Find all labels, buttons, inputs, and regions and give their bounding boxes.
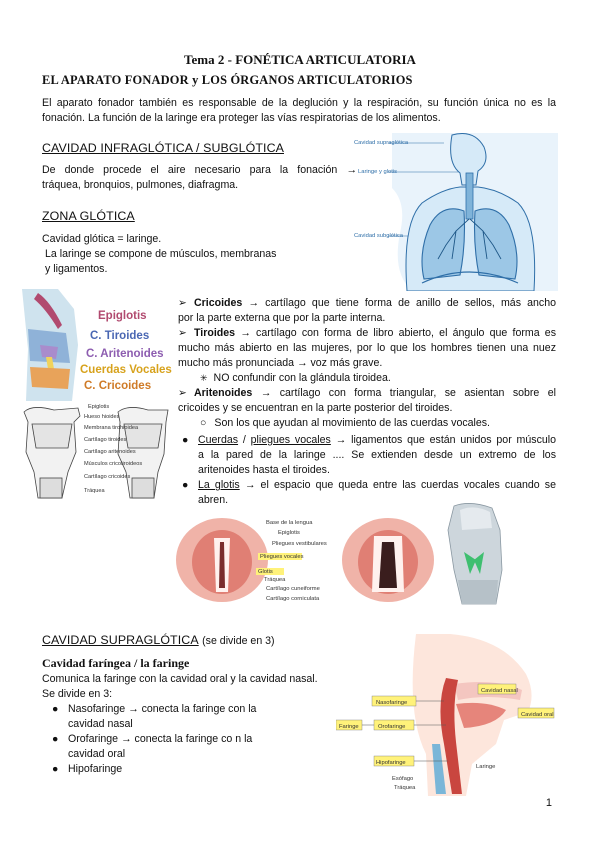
figure-label: Laringe y glotis xyxy=(358,169,397,175)
text-line: Se divide en 3: xyxy=(42,688,113,700)
figure-label: Epiglotis xyxy=(278,530,300,536)
larynx-3d-figure xyxy=(440,500,516,610)
page-title: Tema 2 - FONÉTICA ARTICULATORIA xyxy=(184,52,416,67)
figure-label: Nasofaringe xyxy=(376,700,408,706)
definition: → el espacio que queda entre las cuerdas vocales cuando se xyxy=(239,479,556,491)
figure-label: Cartílago corniculata xyxy=(266,596,320,602)
text-line: cavidad oral xyxy=(68,748,126,760)
definition: → cartílago que tiene forma de anillo de sellos, más ancho xyxy=(242,297,556,309)
definition: → cartílago con forma de libro abierto, el ángulo que forma es xyxy=(235,327,556,339)
list-item: ➢ Aritenoides → cartílago con forma triangular, se asientan sobre el xyxy=(178,387,556,399)
text-line: abren. xyxy=(198,494,229,506)
figure-label: Esófago xyxy=(392,776,414,782)
figure-label: Cartílago aritenoides xyxy=(84,449,136,455)
larynx-anatomy-drawing xyxy=(18,402,174,508)
figure-label: Base de la lengua xyxy=(266,520,313,526)
item-text: Hipofaringe xyxy=(68,763,123,775)
vocal-folds-list xyxy=(182,433,556,508)
text-line: Cavidad glótica = laringe. xyxy=(42,233,162,245)
glotica-text xyxy=(42,232,302,277)
figure-label: Laringe xyxy=(476,764,496,770)
supraglotica-heading-row xyxy=(42,633,275,647)
figure-label: Faringe xyxy=(339,724,359,730)
respiratory-system-figure xyxy=(352,133,558,291)
definition: → cartílago con forma triangular, se asientan sobre el xyxy=(252,387,556,399)
figure-label: Glotis xyxy=(258,569,273,575)
list-item: ● Cuerdas / pliegues vocales → ligamentos que están unidos por músculo xyxy=(182,434,557,446)
list-item: ● La glotis → el espacio que queda entre las cuerdas vocales cuando se xyxy=(182,479,556,491)
item-text: Nasofaringe → conecta la faringe con la xyxy=(68,703,257,715)
figure-label: C. Cricoides xyxy=(84,380,152,392)
figure-label: Cavidad supraglótica xyxy=(354,140,409,146)
term: Cuerdas xyxy=(198,434,239,446)
intro-paragraph xyxy=(42,96,556,126)
list-item: ● Orofaringe → conecta la faringe co n la xyxy=(52,733,253,745)
text-line: a la pared de la laringe .... Se extienden desde un extremo de los xyxy=(198,449,556,461)
figure-label: Tráquea xyxy=(264,577,286,583)
text-line: cricoides y se encuentran en la parte posterior del tiroides. xyxy=(178,402,453,414)
term: La glotis xyxy=(198,479,240,491)
text-line: mucho más abierto en las mujeres, por lo que los hombres tienen una nuez xyxy=(178,342,556,354)
figure-label: Orofaringe xyxy=(378,724,406,730)
figure-label: Cartílago tiroides xyxy=(84,437,127,443)
figure-label: Epiglotis xyxy=(98,310,147,322)
note-text: NO confundir con la glándula tiroidea. xyxy=(213,372,391,384)
figure-label: Tráquea xyxy=(84,488,105,494)
figure-label: Pliegues vocales xyxy=(260,554,304,560)
section-heading: EL APARATO FONADOR y LOS ÓRGANOS ARTICULATORIOS xyxy=(42,73,413,87)
figure-label: Tráquea xyxy=(394,785,416,791)
faringe-text xyxy=(42,672,342,702)
figure-label: Membrana tirohioidea xyxy=(84,425,139,431)
list-item: ● Nasofaringe → conecta la faringe con la xyxy=(52,703,257,715)
separator: / xyxy=(238,434,251,446)
list-note: ✳ NO confundir con la glándula tiroidea. xyxy=(200,372,391,384)
figure-label: Cavidad oral xyxy=(521,712,554,718)
larynx-cartilages-figure xyxy=(18,289,173,401)
text-line: por la parte externa que por la parte interna. xyxy=(178,312,386,324)
text-line: cavidad nasal xyxy=(68,718,133,730)
text-line: y ligamentos. xyxy=(45,263,108,275)
supraglotica-heading: CAVIDAD SUPRAGLÓTICA xyxy=(42,633,199,647)
list-item: ➢ Cricoides → cartílago que tiene forma de anillo de sellos, más ancho xyxy=(178,297,556,309)
figure-label: C. Tiroides xyxy=(90,330,150,342)
figure-label: Músculos cricotiroideos xyxy=(84,461,143,467)
figure-label: Cartílago cuneiforme xyxy=(266,586,320,592)
faringe-list xyxy=(52,702,292,777)
cartilages-list xyxy=(178,296,556,431)
text-line: La laringe se compone de músculos, membranas xyxy=(45,248,277,260)
page-number: 1 xyxy=(545,797,552,809)
figure-label: Hipofaringe xyxy=(376,760,406,766)
list-item: ● Hipofaringe xyxy=(52,763,123,775)
term: pliegues vocales xyxy=(250,434,331,446)
infraglotica-heading: CAVIDAD INFRAGLÓTICA / SUBGLÓTICA xyxy=(42,141,284,155)
heading-note: (se divide en 3) xyxy=(202,635,275,647)
figure-label: Hueso hioides xyxy=(84,414,120,420)
note-text: Son los que ayudan al movimiento de las cuerdas vocales. xyxy=(214,417,491,429)
figure-label: Cavidad subglótica xyxy=(354,233,403,239)
list-item: ➢ Tiroides → cartílago con forma de libro abierto, el ángulo que forma es xyxy=(178,327,556,339)
figure-label: Pliegues vestibulares xyxy=(272,541,327,547)
item-text: Orofaringe → conecta la faringe co n la xyxy=(68,733,253,745)
term: Cricoides xyxy=(194,297,243,309)
glottis-figure xyxy=(176,514,434,604)
intro-line: fonación. La función de la laringe era proteger las vías respiratorias de los alimentos. xyxy=(42,112,441,124)
term: Tiroides xyxy=(194,327,236,339)
infraglotica-text xyxy=(42,163,357,193)
list-note: ○ Son los que ayudan al movimiento de las cuerdas vocales. xyxy=(200,417,491,429)
figure-label: Cavidad nasal xyxy=(481,688,518,694)
faringe-subheading: Cavidad faríngea / la faringe xyxy=(42,656,190,670)
figure-label: C. Aritenoides xyxy=(86,348,164,360)
text-line: De donde procede el aire necesario para la fonación → xyxy=(42,164,357,176)
text-line: aritenoides hasta el tiroides. xyxy=(198,464,330,476)
term: Aritenoides xyxy=(194,387,253,399)
text-line: mucho más pronunciada → voz más grave. xyxy=(178,357,383,369)
pharynx-sagittal-figure xyxy=(336,634,558,796)
glotica-heading: ZONA GLÓTICA xyxy=(42,209,135,223)
figure-label: Epiglotis xyxy=(88,404,110,410)
text-line: Comunica la faringe con la cavidad oral y la cavidad nasal. xyxy=(42,673,318,685)
intro-line: El aparato fonador también es responsable de la deglución y la respiración, su función única no es la xyxy=(42,97,556,109)
definition: → ligamentos que están unidos por músculo xyxy=(330,434,557,446)
figure-label: Cartílago cricoides xyxy=(84,474,131,480)
text-line: tráquea, bronquios, pulmones, diafragma. xyxy=(42,179,239,191)
figure-label: Cuerdas Vocales xyxy=(80,364,172,376)
